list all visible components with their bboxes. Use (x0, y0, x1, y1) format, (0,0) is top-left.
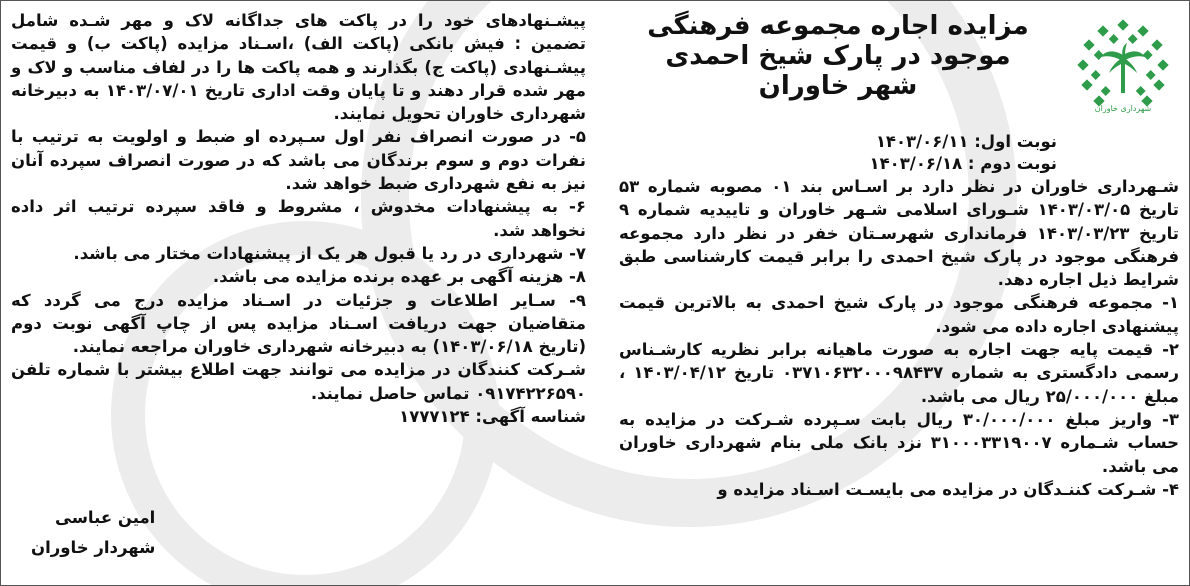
publication-schedule (619, 131, 1057, 175)
condition-8: ۸- هزینه آگهی بر عهده برنده مزایده می باشد. (212, 267, 586, 287)
notice-header (619, 9, 1179, 135)
signer-title: شهردار خاوران (31, 538, 156, 557)
left-column (11, 9, 586, 581)
contact-paragraph: شـرکت کنندگان در مزایده می توانند جهت اطلاع بیشتر با شماره تلفن ۰۹۱۷۴۲۲۶۵۹۰ تماس حاصل نمایند. (11, 360, 586, 403)
condition-1: ۱- مجموعه فرهنگی موجود در پارک شیخ احمدی به بالاترین قیمت پیشنهادی اجاره داده می شود. (619, 293, 1179, 336)
logo-caption: شهرداری خاوران (1094, 104, 1152, 113)
ad-id: شناسه آگهی: ۱۷۷۷۱۲۴ (399, 407, 586, 427)
condition-9: ۹- سـایر اطلاعات و جزئیات در اسـناد مزایده درج می گردد که متقاضیان جهت دریافت اسـناد مزایده پس از چاپ آگهی نوبت دوم (تاریخ ۱۴۰۳/۰۶/۱۸) به دبیرخانه شهرداری خاوران مراجعه نمایند. (11, 290, 586, 357)
title-line-1: مزایده اجاره مجموعه فرهنگی (647, 11, 1029, 41)
municipality-logo (1067, 15, 1179, 127)
round-1-date: نوبت اول: ۱۴۰۳/۰۶/۱۱ (875, 132, 1057, 151)
round-2-date: نوبت دوم : ۱۴۰۳/۰۶/۱۸ (869, 154, 1057, 173)
signer-name: امین عباسی (55, 508, 156, 527)
intro-paragraph: شـهرداری خاوران در نظر دارد بر اسـاس بند ۰۱ مصوبه شماره ۵۳ تاریخ ۱۴۰۳/۰۳/۰۵ شـورای اسلامی شـهر خاوران و تاییدیه شماره ۹ تاریخ ۱۴۰۳/۰۳/۲۳ فرمانداری شهرسـتان خفر در نظر دارد مجموعه فرهنگی موجود در پارک شیخ احمدی را برابر قیمت کارشناسی طبق شرایط ذیل اجاره دهد. (619, 177, 1179, 290)
condition-7: ۷- شهرداری در رد یا قبول هر یک از پیشنهادات مختار می باشد. (73, 243, 586, 263)
title-line-2: موجود در پارک شیخ احمدی (665, 41, 1011, 71)
condition-4-start: ۴- شـرکت کننـدگان در مزایده می بایسـت اسـناد مزایده و (717, 479, 1179, 499)
right-column (619, 9, 1179, 581)
condition-5: ۵- در صورت انصراف نفر اول سـپرده او ضبط و اولویت به ترتیب با نفرات دوم و سوم برندگان می باشد که در صورت انصراف سپرده آنان نیز به نفع شهرداری ضبط خواهد شد. (11, 127, 586, 194)
notice-title (619, 11, 1057, 101)
title-line-3: شهر خاوران (758, 71, 918, 101)
condition-4-continued: پیشـنهادهای خود را در پاکت های جداگانه لاک و مهر شـده شامل تضمین : فیش بانکی (پاکت الف) ،اسـناد مزایده (پاکت ب) و قیمت پیشـنهادی (پاکت ج) بگذارند و همه پاکت ها را در لفاف مناسب و لاک و مهر شده قرار دهند و تا پایان وقت اداری تاریخ ۱۴۰۳/۰۷/۰۱ به دبیرخانه شهرداری خاوران تحویل نمایند. (11, 11, 586, 124)
condition-6: ۶- به پیشنهادات مخدوش ، مشروط و فاقد سپرده ترتیب اثر داده نخواهد شد. (11, 197, 586, 240)
condition-3: ۳- واریز مبلغ ۳۰/۰۰۰/۰۰۰ ریال بابت سـپرده شـرکت در مزایده به حساب شـماره ۳۱۰۰۰۳۳۱۹۰۰۷ نزد بانک ملی بنام شهرداری خاوران می باشد. (619, 409, 1179, 476)
condition-2: ۲- قیمت پایه جهت اجاره به صورت ماهیانه برابر نظریه کارشـناس رسمی دادگستری به شماره ۰۳۷۱۰۶۳۲۰۰۰۹۸۴۳۷ تاریخ ۱۴۰۳/۰۴/۱۲ ، مبلغ ۲۵/۰۰۰/۰۰۰ ریال می باشد. (619, 340, 1180, 406)
signature-block (31, 503, 155, 563)
